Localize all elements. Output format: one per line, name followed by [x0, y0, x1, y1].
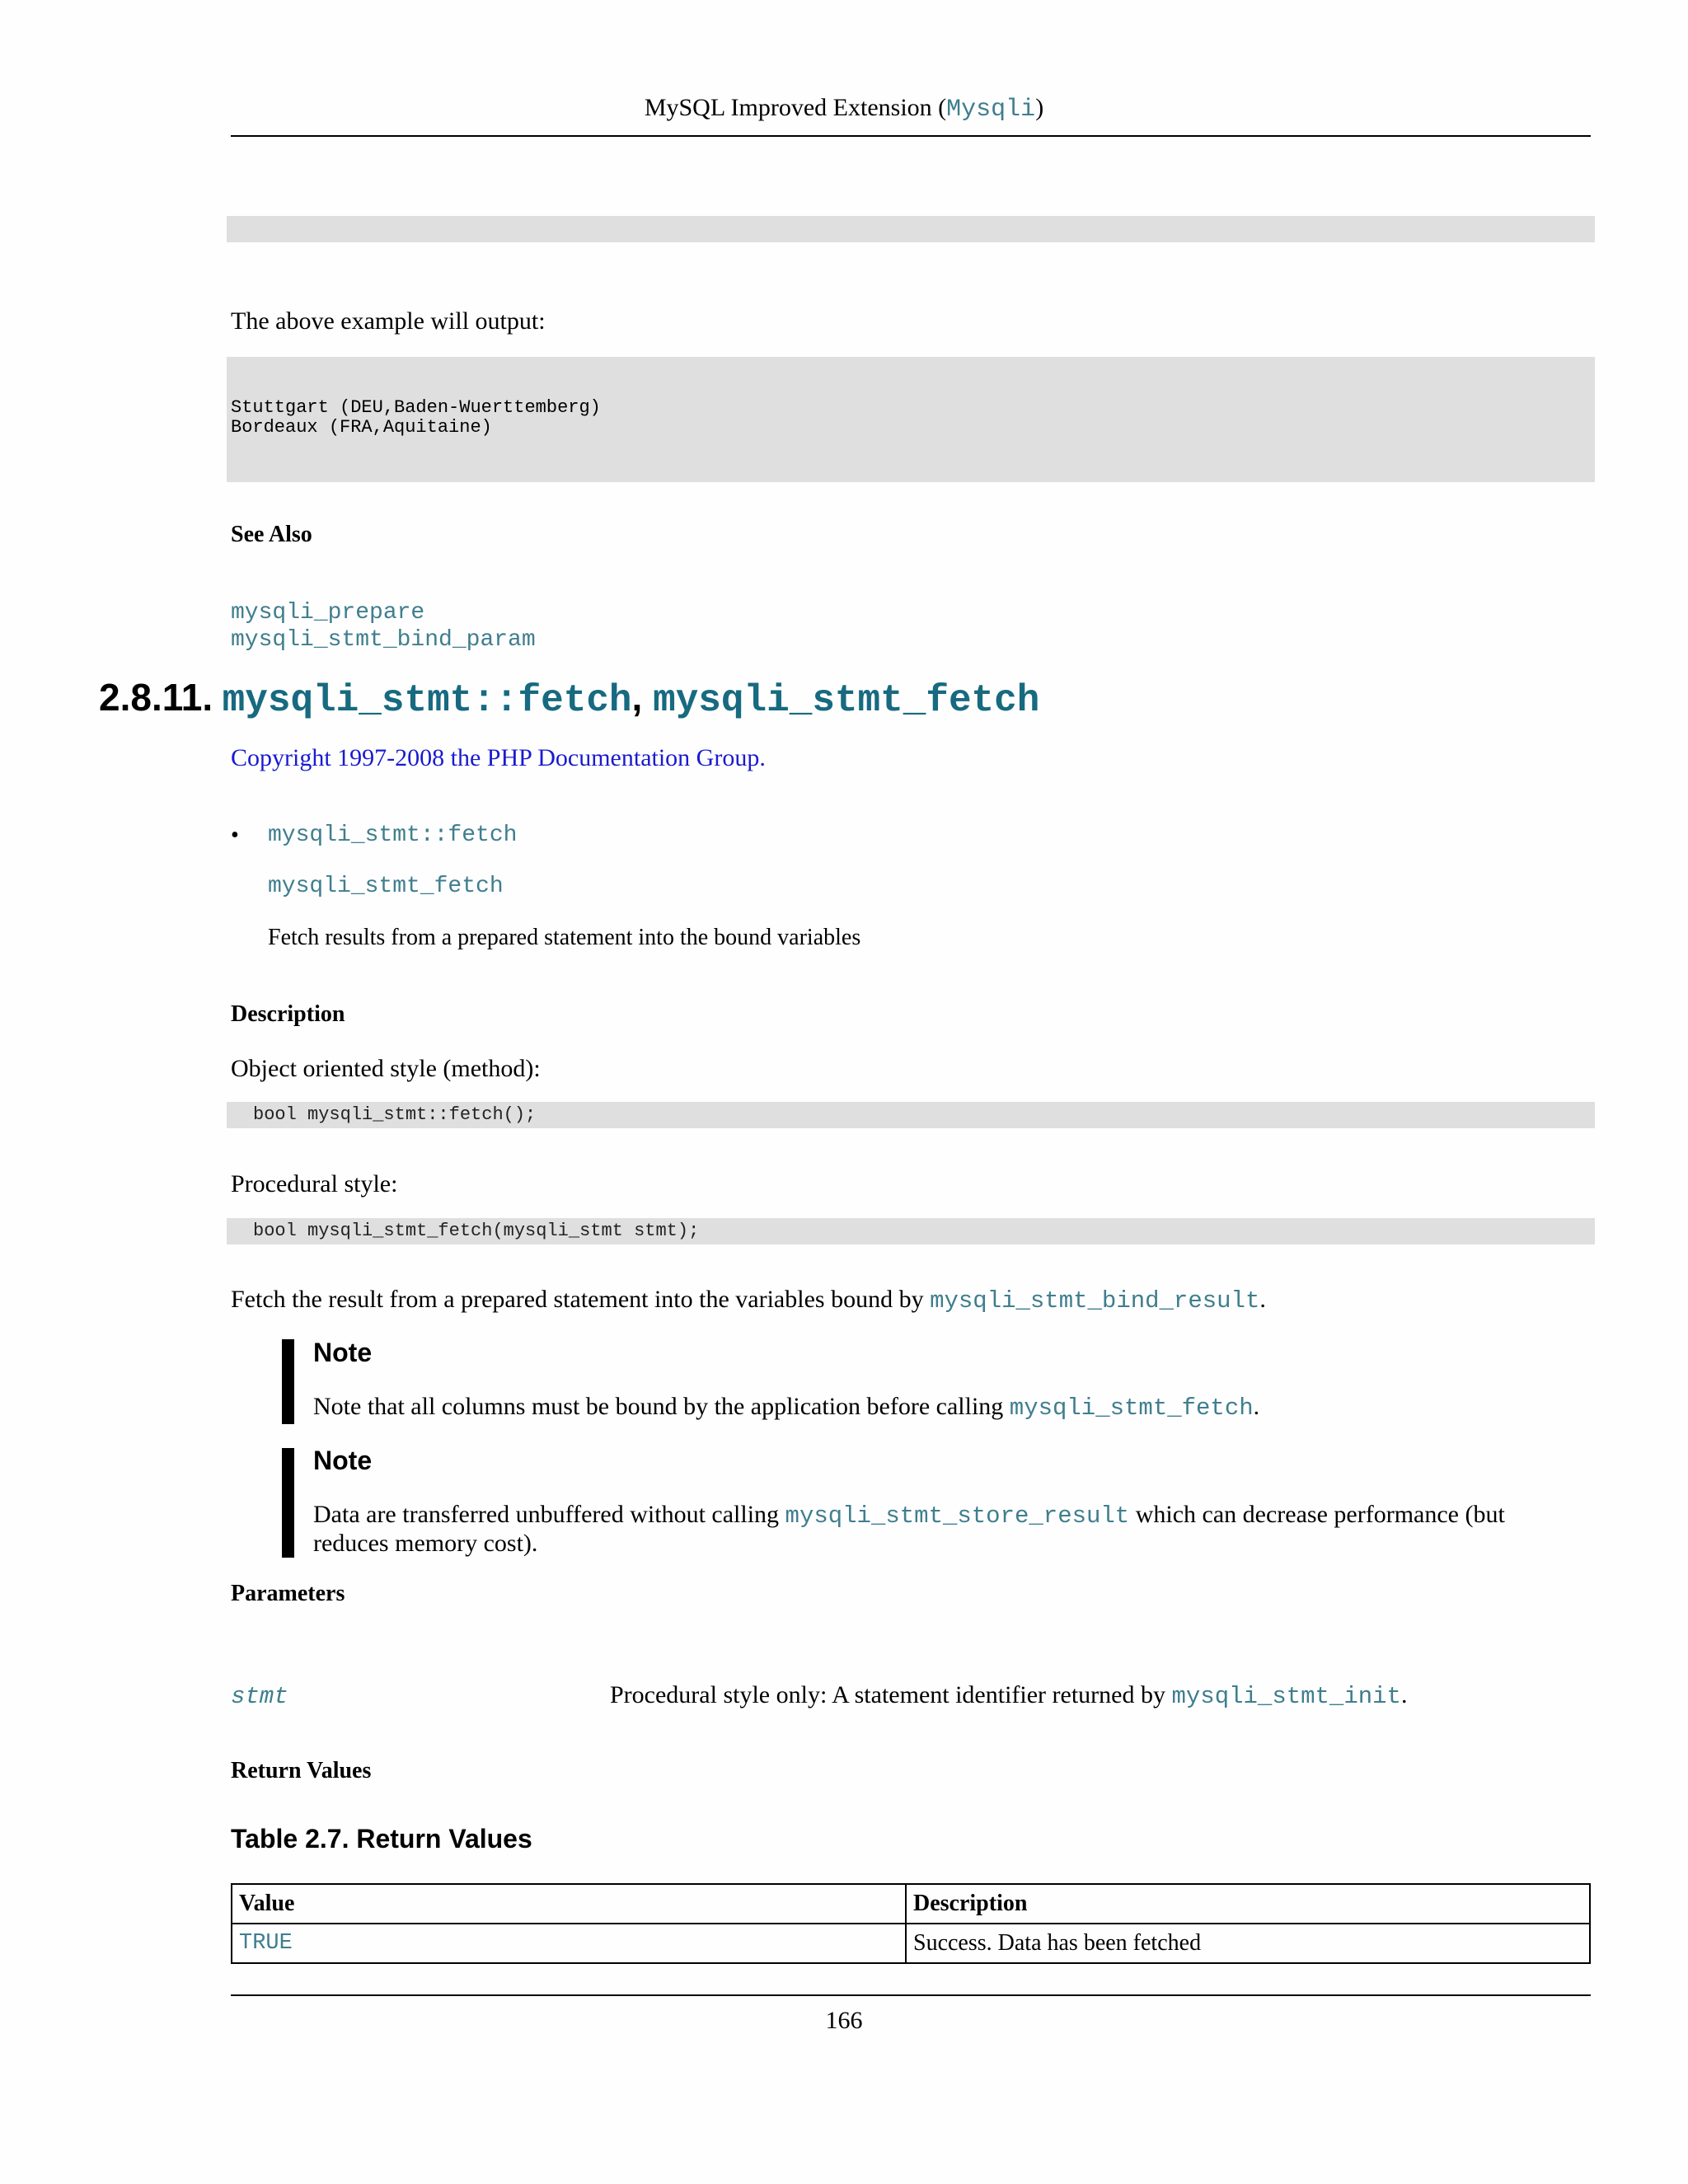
column-header-description: Description	[906, 1884, 1590, 1924]
oo-synopsis: bool mysqli_stmt::fetch();	[253, 1104, 537, 1125]
oo-style-label: Object oriented style (method):	[231, 1055, 541, 1082]
see-also-link-mysqli-prepare[interactable]: mysqli_prepare	[231, 600, 425, 626]
return-value-true: TRUE	[232, 1924, 906, 1963]
page-number: 166	[825, 2007, 863, 2034]
note-2-title: Note	[313, 1446, 373, 1475]
parameter-desc-prefix: Procedural style only: A statement identifier returned by	[610, 1681, 1172, 1708]
return-values-table-title: Table 2.7. Return Values	[231, 1824, 532, 1854]
link-mysqli-stmt-store-result[interactable]: mysqli_stmt_store_result	[785, 1502, 1130, 1530]
section-heading	[99, 674, 1039, 724]
header-title-prefix: MySQL Improved Extension (	[644, 94, 947, 121]
note-1-bar	[282, 1339, 294, 1424]
note-1-text	[313, 1393, 1259, 1422]
link-mysqli-stmt-init[interactable]: mysqli_stmt_init	[1171, 1683, 1401, 1710]
parameter-desc-suffix: .	[1400, 1681, 1408, 1708]
header-mysqli-link[interactable]: Mysqli	[946, 96, 1036, 124]
previous-example-code-box	[227, 216, 1595, 242]
column-header-value: Value	[232, 1884, 906, 1924]
note-2-bar	[282, 1448, 294, 1558]
note-2-line2: reduces memory cost).	[313, 1530, 538, 1557]
note-1-title: Note	[313, 1338, 373, 1367]
section-separator: ,	[631, 676, 654, 719]
link-mysqli-stmt-bind-result[interactable]: mysqli_stmt_bind_result	[930, 1287, 1260, 1315]
table-row	[232, 1924, 1590, 1963]
return-value-description: Success. Data has been fetched	[906, 1924, 1590, 1963]
note-1-prefix: Note that all columns must be bound by the application before calling	[313, 1393, 1010, 1420]
running-header	[0, 94, 1688, 124]
link-mysqli-stmt-fetch[interactable]: mysqli_stmt_fetch	[1009, 1394, 1254, 1422]
refname-bullet: •	[231, 823, 239, 848]
procedural-synopsis-box	[227, 1218, 1595, 1244]
description-text-prefix: Fetch the result from a prepared statement into the variables bound by	[231, 1286, 931, 1313]
procedural-synopsis: bool mysqli_stmt_fetch(mysqli_stmt stmt);	[253, 1221, 700, 1241]
header-rule	[231, 135, 1591, 137]
description-text-suffix: .	[1259, 1286, 1266, 1313]
header-title-suffix: )	[1035, 94, 1044, 121]
procedural-style-label: Procedural style:	[231, 1170, 398, 1197]
refname-fetch-function[interactable]: mysqli_stmt_fetch	[268, 874, 504, 899]
example-output-line: Stuttgart (DEU,Baden-Wuerttemberg)	[231, 397, 601, 418]
footer-rule	[231, 1994, 1591, 1996]
example-output-box	[227, 357, 1595, 482]
parameter-stmt-description	[610, 1681, 1407, 1710]
example-output-intro: The above example will output:	[231, 307, 546, 335]
refname-fetch-method[interactable]: mysqli_stmt::fetch	[268, 823, 518, 848]
example-output-line: Bordeaux (FRA,Aquitaine)	[231, 417, 492, 438]
oo-synopsis-box	[227, 1102, 1595, 1128]
return-values-table	[231, 1883, 1591, 1964]
copyright-link[interactable]: Copyright 1997-2008 the PHP Documentation Group.	[231, 744, 766, 771]
parameters-heading: Parameters	[231, 1581, 345, 1606]
description-heading: Description	[231, 1001, 345, 1027]
note-2-prefix: Data are transferred unbuffered without calling	[313, 1501, 785, 1528]
note-1-suffix: .	[1253, 1393, 1260, 1420]
table-header-row	[232, 1884, 1590, 1924]
refname-purpose: Fetch results from a prepared statement into the bound variables	[268, 925, 861, 950]
see-also-heading: See Also	[231, 522, 312, 547]
parameter-stmt-name: stmt	[231, 1683, 288, 1710]
return-values-heading: Return Values	[231, 1758, 372, 1783]
description-text	[231, 1286, 1266, 1315]
section-name-fetch-function[interactable]: mysqli_stmt_fetch	[653, 679, 1040, 722]
section-name-fetch-method[interactable]: mysqli_stmt::fetch	[222, 679, 632, 722]
note-2-suffix: which can decrease performance (but	[1129, 1501, 1505, 1528]
see-also-link-mysqli-stmt-bind-param[interactable]: mysqli_stmt_bind_param	[231, 627, 536, 653]
note-2-text	[313, 1501, 1505, 1557]
section-number: 2.8.11.	[99, 676, 213, 719]
